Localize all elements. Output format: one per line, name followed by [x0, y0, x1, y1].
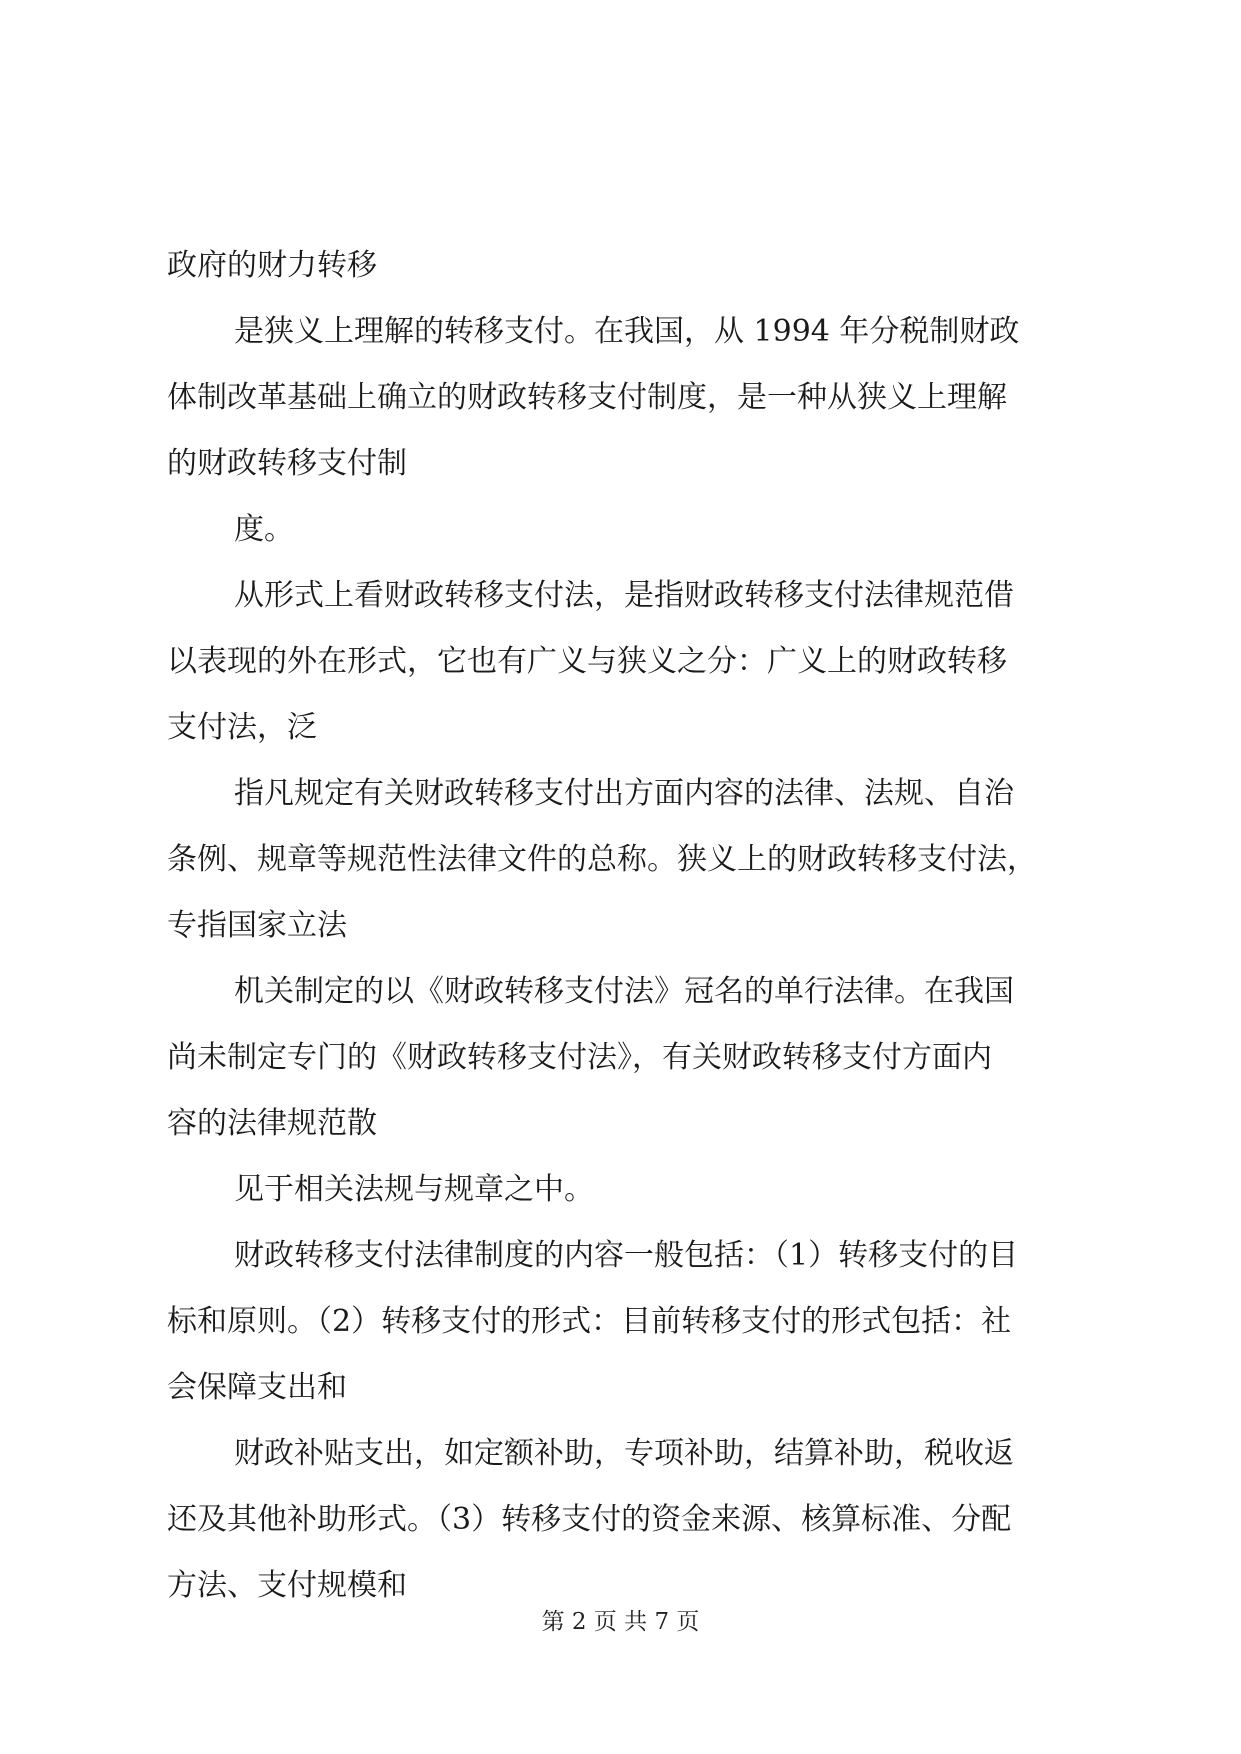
text-line: 政府的财力转移 [167, 248, 377, 283]
text-line: 专指国家立法 [167, 908, 347, 943]
text-line: 体制改革基础上确立的财政转移支付制度，是一种从狭义上理解 [167, 380, 1007, 415]
text-line: 还及其他补助形式。（3）转移支付的资金来源、核算标准、分配 [167, 1502, 1012, 1537]
text-line: 指凡规定有关财政转移支付出方面内容的法律、法规、自治 [234, 776, 1014, 811]
text-line: 尚未制定专门的《财政转移支付法》，有关财政转移支付方面内 [167, 1040, 992, 1075]
text-line: 财政补贴支出，如定额补助，专项补助，结算补助，税收返 [234, 1436, 1014, 1471]
text-line: 条例、规章等规范性法律文件的总称。狭义上的财政转移支付法， [167, 842, 1037, 877]
text-line: 支付法，泛 [167, 710, 317, 745]
text-line: 会保障支出和 [167, 1370, 347, 1405]
page-number-label: 第 2 页 共 7 页 [541, 1609, 700, 1635]
text-line: 从形式上看财政转移支付法，是指财政转移支付法律规范借 [234, 578, 1014, 613]
text-line: 是狭义上理解的转移支付。在我国，从 1994 年分税制财政 [234, 314, 1020, 349]
text-line: 机关制定的以《财政转移支付法》冠名的单行法律。在我国 [234, 974, 1014, 1009]
text-line: 的财政转移支付制 [167, 446, 407, 481]
body-text [167, 233, 1082, 1619]
text-line: 标和原则。（2）转移支付的形式：目前转移支付的形式包括：社 [167, 1304, 1012, 1339]
text-line: 财政转移支付法律制度的内容一般包括：（1）转移支付的目 [234, 1238, 1019, 1273]
text-line: 方法、支付规模和 [167, 1568, 407, 1603]
text-line: 容的法律规范散 [167, 1106, 377, 1141]
text-line: 度。 [234, 512, 294, 547]
text-line: 见于相关法规与规章之中。 [234, 1172, 594, 1207]
text-line: 以表现的外在形式，它也有广义与狭义之分：广义上的财政转移 [167, 644, 1007, 679]
page-footer [0, 1603, 1241, 1636]
